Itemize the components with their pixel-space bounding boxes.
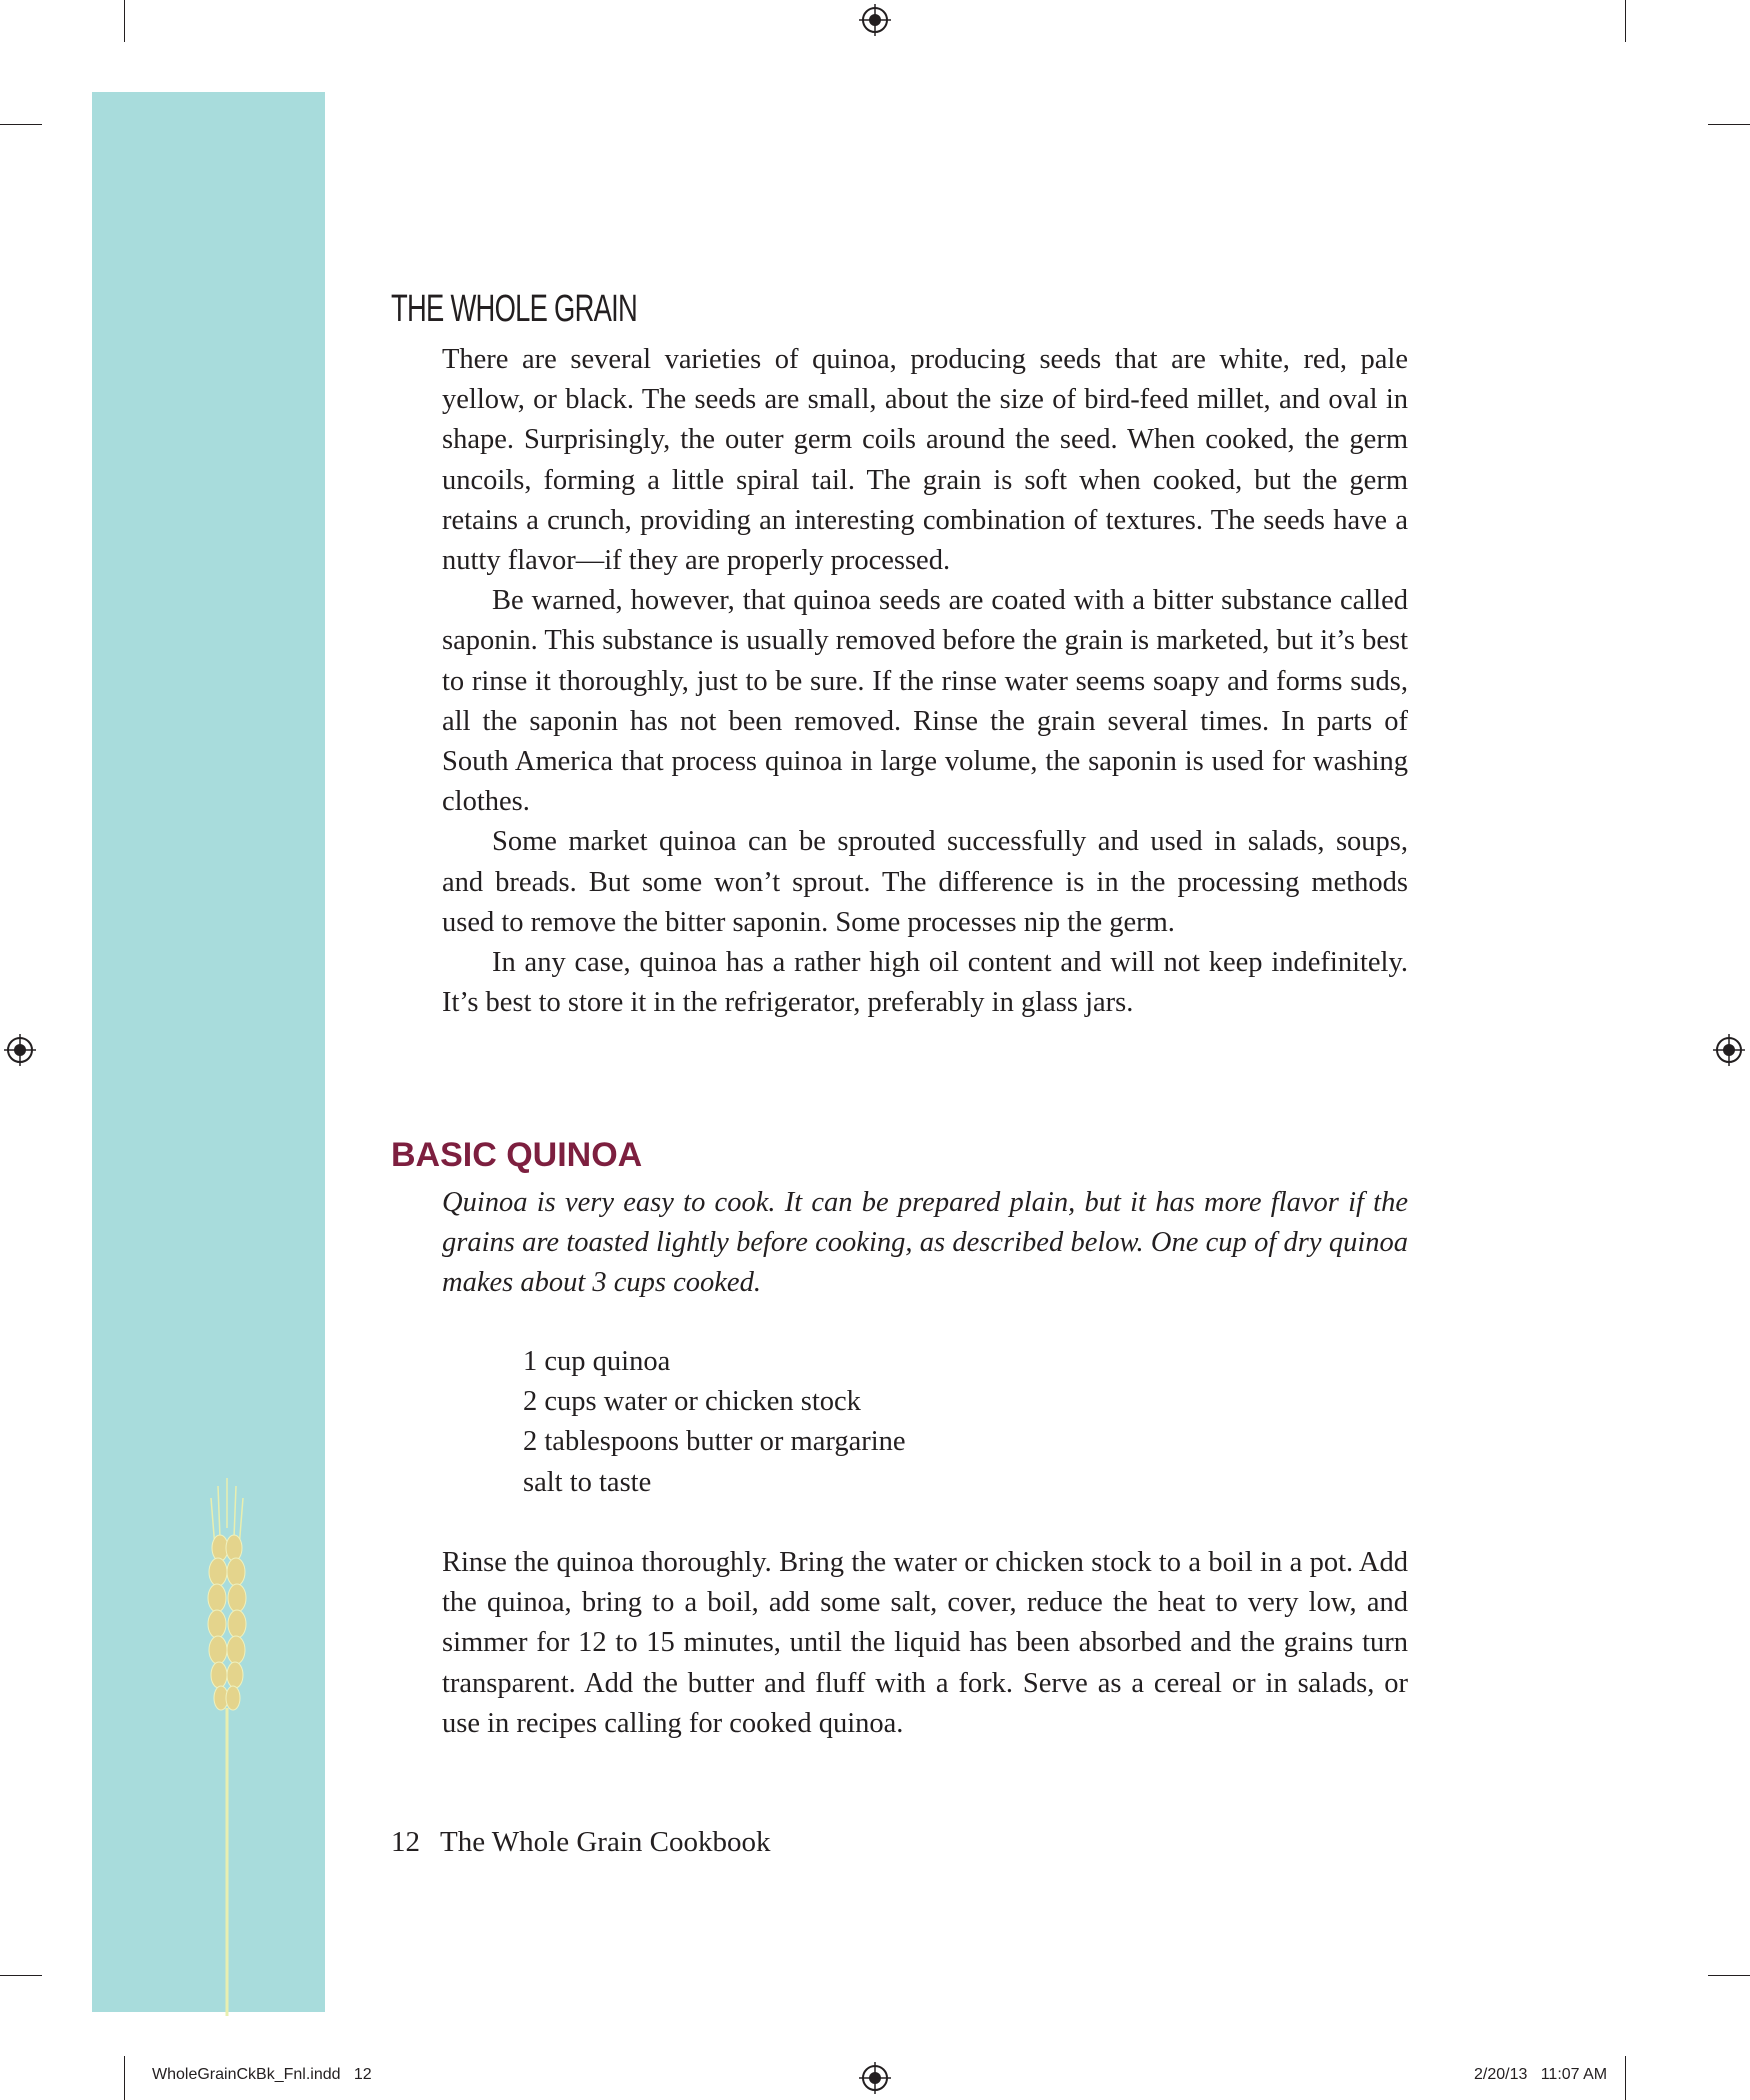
crop-mark: [1625, 0, 1626, 42]
slug-filename: WholeGrainCkBk_Fnl.indd 12: [152, 2066, 372, 2083]
body-paragraph: There are several varieties of quinoa, producing seeds that are white, red, pale yellow, or black. The seeds are small, about the size of bird-feed millet, and oval in shape. Surprisingly, the outer germ coils around the seed. When cooked, the germ uncoils, forming a little spiral tail. The grain is soft when cooked, but the germ retains a crunch, providing an interesting combination of textures. The seeds have a nutty flavor—if they are properly processed.: [442, 344, 1408, 577]
ingredient-item: 1 cup quinoa: [523, 1346, 671, 1377]
recipe-method: [442, 1543, 1408, 1744]
ingredient-item: 2 tablespoons butter or margarine: [523, 1426, 906, 1458]
recipe-title: BASIC QUINOA: [391, 1136, 643, 1174]
crop-mark: [1708, 124, 1750, 125]
wheat-stalk-icon: [180, 1468, 280, 2018]
body-paragraph: Some market quinoa can be sprouted successfully and used in salads, soups, and breads. But some won’t sprout. The difference is in the processing methods used to remove the bitter saponin. Some processes nip the germ.: [442, 826, 1408, 938]
crop-mark: [124, 2056, 125, 2100]
ingredient-item: 2 cups water or chicken stock: [523, 1386, 861, 1418]
crop-mark: [124, 0, 125, 42]
running-footer: [391, 1826, 770, 1859]
registration-mark-icon: [3, 1033, 37, 1067]
ingredient-list: [523, 1342, 906, 1503]
book-title: The Whole Grain Cookbook: [440, 1826, 771, 1858]
body-paragraph: Be warned, however, that quinoa seeds are coated with a bitter substance called saponin. This substance is usually removed before the grain is marketed, but it’s best to rinse it thoroughly, just to be sure. If the rinse water seems soapy and forms suds, all the saponin has not been removed. Rinse the grain several times. In parts of South America that process quinoa in large volume, the saponin is used for washing clothes.: [442, 585, 1408, 818]
ingredient-item: salt to taste: [523, 1466, 652, 1498]
crop-mark: [1708, 1975, 1750, 1976]
slug-datetime: 2/20/13 11:07 AM: [1474, 2066, 1608, 2083]
body-paragraph: In any case, quinoa has a rather high oil content and will not keep indefinitely. It’s best to store it in the refrigerator, preferably in glass jars.: [442, 947, 1408, 1019]
crop-mark: [0, 1975, 42, 1976]
method-paragraph: Rinse the quinoa thoroughly. Bring the water or chicken stock to a boil in a pot. Add the quinoa, bring to a boil, add some salt, cover, reduce the heat to very low, and simmer for 12 to 15 minutes, until the liquid has been absorbed and the grains turn transparent. Add the butter and fluff with a fork. Serve as a cereal or in salads, or use in recipes calling for cooked quinoa.: [442, 1547, 1408, 1739]
registration-mark-icon: [858, 3, 892, 37]
registration-mark-icon: [858, 2061, 892, 2095]
crop-mark: [0, 124, 42, 125]
recipe-intro: Quinoa is very easy to cook. It can be prepared plain, but it has more flavor if the grains are toasted lightly before cooking, as described below. One cup of dry quinoa makes about 3 cups cooked.: [442, 1187, 1408, 1298]
crop-mark: [1625, 2056, 1626, 2100]
page-number: 12: [391, 1826, 420, 1858]
section-heading: THE WHOLE GRAIN: [391, 288, 638, 330]
registration-mark-icon: [1712, 1033, 1746, 1067]
section-body: [442, 340, 1408, 1023]
